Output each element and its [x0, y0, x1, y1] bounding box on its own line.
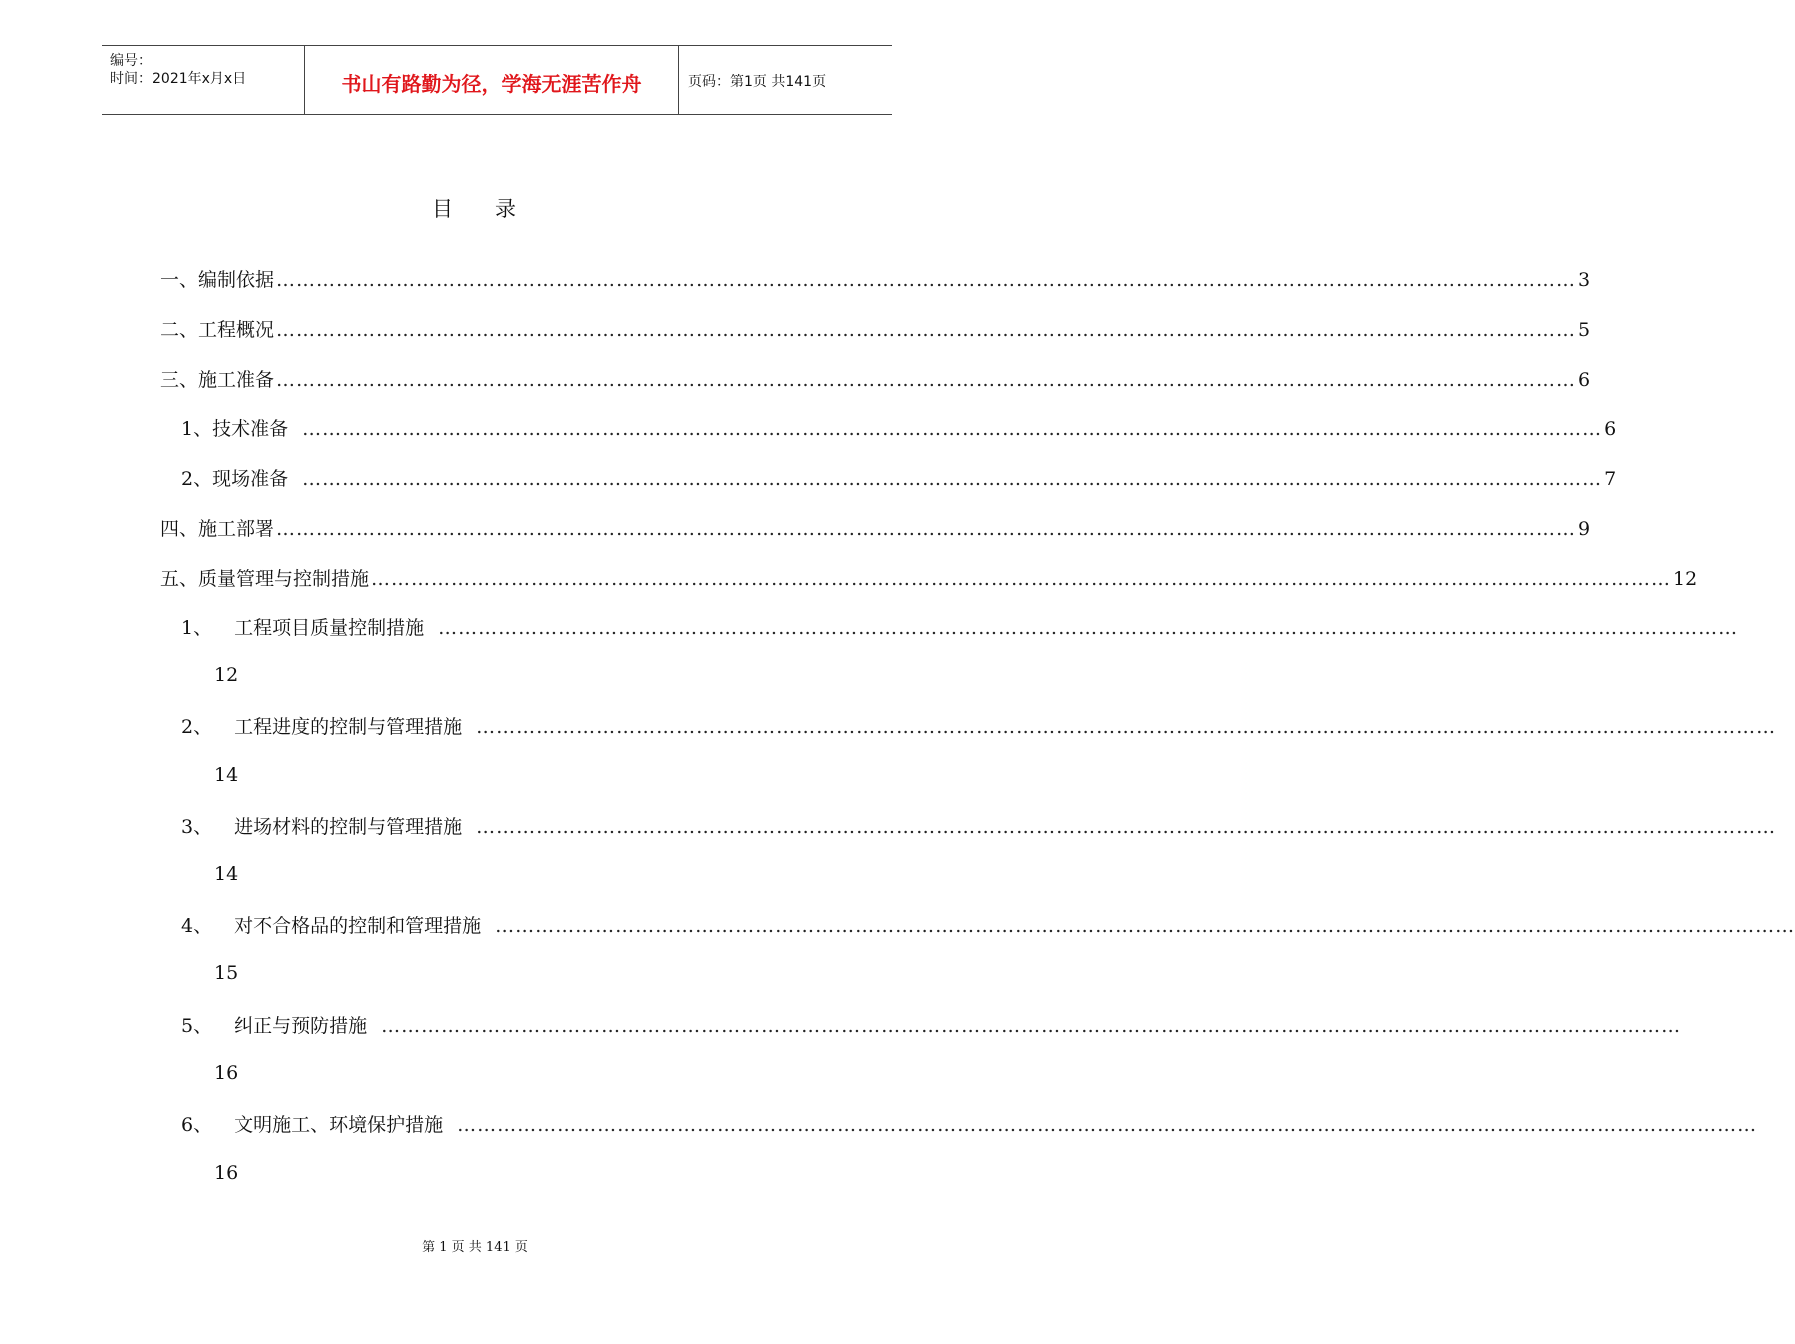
toc-entry[interactable] [160, 564, 1698, 592]
toc-entry[interactable] [181, 414, 1617, 442]
toc-leader: …………………………………………………………………………………………………………………………………………………………………………… [476, 816, 1777, 838]
subtoc-entry-text: 工程进度的控制与管理措施 [234, 716, 463, 738]
subtoc-entry-number: 4、 [181, 915, 213, 937]
subtoc-entry-page: 14 [214, 863, 239, 885]
toc-entry-label: 一、编制依据 [160, 269, 275, 291]
motto: 书山有路勤为径，学海无涯苦作舟 [341, 72, 642, 96]
toc-entry-page: 7 [1604, 468, 1617, 490]
subtoc-entry-text: 工程项目质量控制措施 [234, 617, 425, 639]
subtoc-entry[interactable] [181, 613, 1739, 641]
subtoc-entry-number: 3、 [181, 816, 213, 838]
toc-entry-label: 1、技术准备 [181, 418, 289, 440]
document-header [102, 45, 892, 115]
toc-entry-page: 6 [1604, 418, 1617, 440]
subtoc-entry-number: 5、 [181, 1015, 213, 1037]
toc-leader: …………………………………………………………………………………………………………………………………………………………………………… [495, 915, 1795, 937]
time-label: 时间：2021年x月x日 [110, 71, 247, 87]
toc-entry-page: 12 [1673, 568, 1698, 590]
toc-leader: …………………………………………………………………………………………………………………………………………………………………………… [457, 1114, 1758, 1136]
toc-leader: …………………………………………………………………………………………………………………………………………………………………………… [371, 568, 1672, 590]
subtoc-entry[interactable] [181, 1110, 1758, 1138]
subtoc-entry-number: 2、 [181, 716, 213, 738]
subtoc-entry[interactable] [181, 712, 1777, 740]
toc-entry[interactable] [160, 265, 1591, 293]
subtoc-entry-text: 纠正与预防措施 [234, 1015, 368, 1037]
toc-entry[interactable] [181, 464, 1617, 492]
toc-title-char-1: 目 [432, 197, 455, 221]
subtoc-entry-page: 16 [214, 1162, 239, 1184]
toc-leader: …………………………………………………………………………………………………………………………………………………………………………… [476, 716, 1777, 738]
toc-entry-page: 3 [1578, 269, 1591, 291]
subtoc-entry-page: 16 [214, 1062, 239, 1084]
toc-entry-page: 6 [1578, 369, 1591, 391]
toc-entry-label: 2、现场准备 [181, 468, 289, 490]
subtoc-entry-label [181, 712, 462, 739]
subtoc-entry[interactable] [181, 1011, 1682, 1039]
subtoc-entry-number: 1、 [181, 617, 213, 639]
subtoc-entry-label [181, 911, 481, 938]
toc-entry-page: 9 [1578, 518, 1591, 540]
subtoc-entry-number: 6、 [181, 1114, 213, 1136]
toc-entry-label: 四、施工部署 [160, 518, 275, 540]
code-label: 编号： [110, 53, 152, 69]
subtoc-entry-page: 14 [214, 764, 239, 786]
toc-leader: …………………………………………………………………………………………………………………………………………………………………………… [381, 1015, 1682, 1037]
subtoc-entry-label [181, 1110, 443, 1137]
header-meta-cell [102, 46, 304, 114]
toc-entry-label: 二、工程概况 [160, 319, 275, 341]
toc-entry[interactable] [160, 514, 1591, 542]
toc-entry-label: 三、施工准备 [160, 369, 275, 391]
page-info: 页码：第1页 共141页 [688, 74, 827, 90]
toc-entry[interactable] [160, 315, 1591, 343]
subtoc-entry-page: 15 [214, 962, 239, 984]
subtoc-entry-text: 对不合格品的控制和管理措施 [234, 915, 482, 937]
toc-title [0, 193, 950, 223]
toc-title-char-2: 录 [495, 197, 518, 221]
subtoc-entry-label [181, 613, 424, 640]
toc-leader: …………………………………………………………………………………………………………………………………………………………………………… [302, 468, 1603, 490]
subtoc-entry-text: 文明施工、环境保护措施 [234, 1114, 444, 1136]
subtoc-entry[interactable] [181, 812, 1777, 840]
header-motto-cell [304, 46, 679, 114]
subtoc-entry-text: 进场材料的控制与管理措施 [234, 816, 463, 838]
header-page-cell [678, 46, 892, 114]
toc-leader: …………………………………………………………………………………………………………………………………………………………………………… [302, 418, 1603, 440]
toc-leader: …………………………………………………………………………………………………………………………………………………………………………… [276, 319, 1577, 341]
toc-entry[interactable] [160, 365, 1591, 393]
subtoc-entry-label [181, 1011, 367, 1038]
page-footer: 第 1 页 共 141 页 [422, 1240, 528, 1255]
subtoc-entry[interactable] [181, 911, 1795, 939]
toc-leader: …………………………………………………………………………………………………………………………………………………………………………… [276, 518, 1577, 540]
toc-leader: …………………………………………………………………………………………………………………………………………………………………………… [438, 617, 1739, 639]
toc-leader: …………………………………………………………………………………………………………………………………………………………………………… [276, 269, 1577, 291]
subtoc-entry-label [181, 812, 462, 839]
toc-leader: …………………………………………………………………………………………………………………………………………………………………………… [276, 369, 1577, 391]
subtoc-entry-page: 12 [214, 664, 239, 686]
toc-entry-page: 5 [1578, 319, 1591, 341]
toc-entry-label: 五、质量管理与控制措施 [160, 568, 370, 590]
